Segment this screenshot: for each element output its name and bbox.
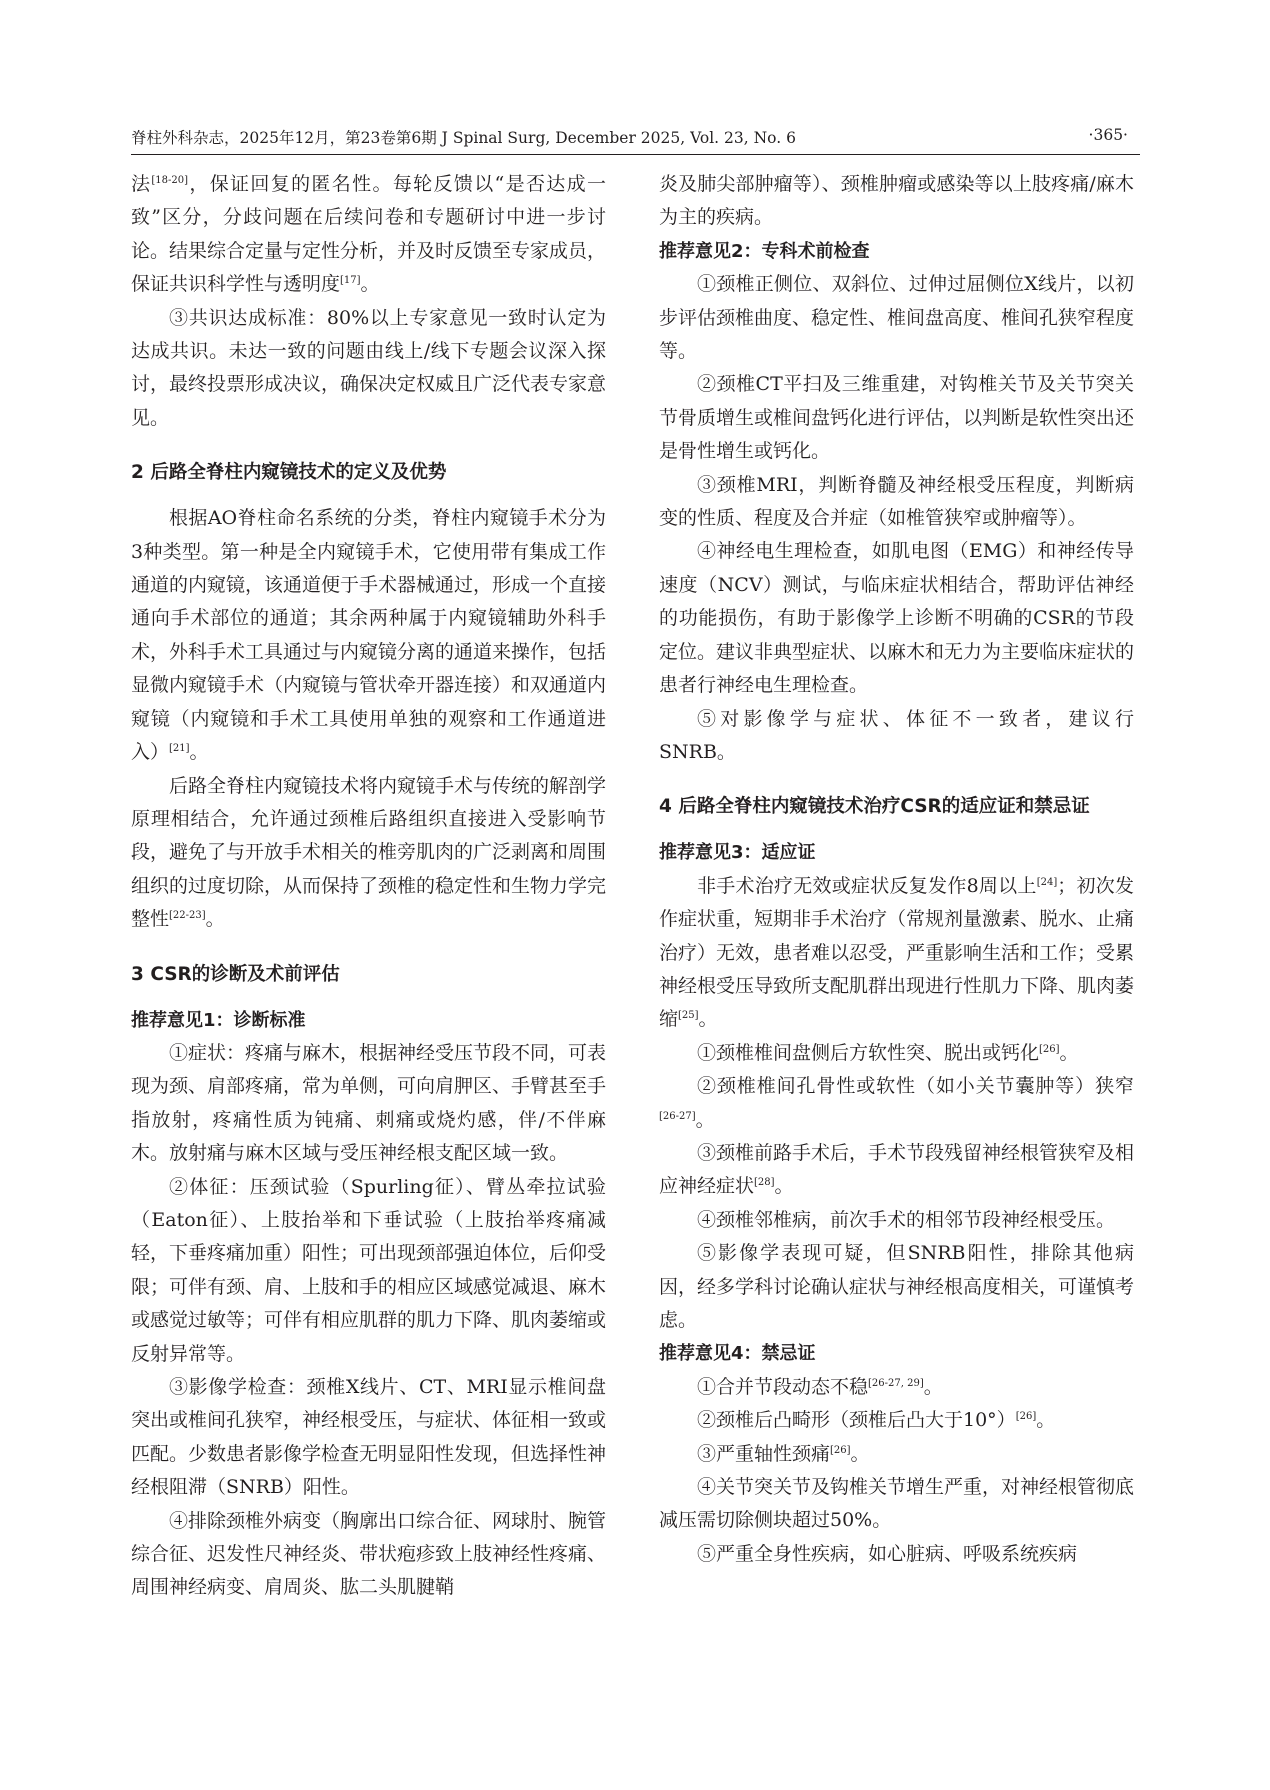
citation: [24] — [1036, 876, 1058, 888]
paragraph: ①合并节段动态不稳[26-27, 29]。 — [697, 1375, 943, 1398]
paragraph: ②颈椎椎间孔骨性或软性（如小关节囊肿等）狭窄[26-27]。 — [659, 1075, 1134, 1131]
paragraph: ②颈椎CT平扫及三维重建，对钩椎关节及关节突关节骨质增生或椎间盘钙化进行评估，以判断是软性突出还是骨性增生或钙化。 — [659, 373, 1135, 463]
citation: [26] — [1015, 1411, 1037, 1423]
citation: [26-27, 29] — [868, 1377, 924, 1389]
right-column — [659, 168, 1134, 1571]
citation: [17] — [340, 275, 361, 287]
paragraph: ⑤影像学表现可疑，但SNRB阳性，排除其他病因，经多学科讨论确认症状与神经根高度相关，可谨慎考虑。 — [659, 1242, 1135, 1331]
citation: [21] — [169, 743, 190, 755]
paragraph: ①颈椎椎间盘侧后方软性突、脱出或钙化[26]。 — [697, 1041, 1079, 1064]
paragraph: ⑤严重全身性疾病，如心脏病、呼吸系统疾病 — [697, 1542, 1078, 1565]
paragraph: ③共识达成标准：80%以上专家意见一致时认定为达成共识。未达一致的问题由线上/线下专题会议深入探讨，最终投票形成决议，确保决定权威且广泛代表专家意见。 — [131, 306, 607, 429]
citation: [26-27] — [659, 1110, 696, 1122]
journal-citation: 脊柱外科杂志，2025年12月，第23卷第6期 J Spinal Surg, December 2025, Vol. 23, No. 6 — [131, 129, 796, 147]
recommendation-heading: 推荐意见2：专科术前检查 — [659, 240, 870, 262]
paragraph: ③颈椎MRI，判断脊髓及神经根受压程度，判断病变的性质、程度及合并症（如椎管狭窄或肿瘤等）。 — [659, 473, 1134, 530]
paragraph: ④神经电生理检查，如肌电图（EMG）和神经传导速度（NCV）测试，与临床症状相结合，帮助评估神经的功能损伤，有助于影像学上诊断不明确的CSR的节段定位。建议非典型症状、以麻木和无力为主要临床症状的患者行神经电生理检查。 — [659, 540, 1135, 697]
paragraph: ④颈椎邻椎病，前次手术的相邻节段神经根受压。 — [697, 1208, 1116, 1231]
left-column — [131, 168, 606, 1605]
recommendation-heading: 推荐意见3：适应证 — [659, 842, 816, 864]
citation: [25] — [678, 1010, 699, 1022]
paragraph: ①颈椎正侧位、双斜位、过伸过屈侧位X线片，以初步评估颈椎曲度、稳定性、椎间盘高度、椎间孔狭窄程度等。 — [659, 273, 1135, 363]
section-heading: 3 CSR的诊断及术前评估 — [131, 963, 340, 985]
section-heading: 2 后路全脊柱内窥镜技术的定义及优势 — [131, 462, 447, 484]
running-header — [131, 122, 1140, 155]
paragraph: ④排除颈椎外病变（胸廓出口综合征、网球肘、腕管综合征、迟发性尺神经炎、带状疱疹致上肢神经性疼痛、周围神经病变、肩周炎、肱二头肌腱鞘 — [131, 1509, 607, 1599]
paragraph: 炎及肺尖部肿瘤等）、颈椎肿瘤或感染等以上肢疼痛/麻木为主的疾病。 — [659, 173, 1134, 229]
paragraph: ②体征：压颈试验（Spurling征）、臂丛牵拉试验（Eaton征）、上肢抬举和下垂试验（上肢抬举疼痛减轻，下垂疼痛加重）阳性；可出现颈部强迫体位，后仰受限；可伴有颈、肩、上肢和手的相应区域感觉减退、麻木或感觉过敏等；可伴有相应肌群的肌力下降、肌肉萎缩或反射异常等。 — [131, 1175, 607, 1365]
paragraph: ④关节突关节及钩椎关节增生严重，对神经根管彻底减压需切除侧块超过50%。 — [659, 1476, 1135, 1532]
recommendation-heading: 推荐意见1：诊断标准 — [131, 1009, 306, 1031]
paragraph: ①症状：疼痛与麻木，根据神经受压节段不同，可表现为颈、肩部疼痛，常为单侧，可向肩胛区、手臂甚至手指放射，疼痛性质为钝痛、刺痛或烧灼感，伴/不伴麻木。放射痛与麻木区域与受压神经根支配区域一致。 — [131, 1041, 607, 1165]
paragraph: 后路全脊柱内窥镜技术将内窥镜手术与传统的解剖学原理相结合，允许通过颈椎后路组织直接进入受影响节段，避免了与开放手术相关的椎旁肌肉的广泛剥离和周围组织的过度切除，从而保持了颈椎的稳定性和生物力学完整性[22-23]。 — [131, 774, 607, 931]
paragraph: ③颈椎前路手术后，手术节段残留神经根管狭窄及相应神经症状[28]。 — [659, 1141, 1135, 1198]
section-heading: 4 后路全脊柱内窥镜技术治疗CSR的适应证和禁忌证 — [659, 796, 1090, 818]
recommendation-heading: 推荐意见4：禁忌证 — [659, 1343, 816, 1365]
paragraph: 非手术治疗无效或症状反复发作8周以上[24]；初次发作症状重，短期非手术治疗（常规剂量激素、脱水、止痛治疗）无效，患者难以忍受，严重影响生活和工作；受累神经根受压导致所支配肌群出现进行性肌力下降、肌肉萎缩[25]。 — [659, 874, 1135, 1031]
citation: [28] — [754, 1177, 775, 1189]
citation: [18-20] — [151, 175, 188, 186]
page-number: ·365· — [1088, 126, 1128, 144]
citation: [22-23] — [169, 910, 206, 922]
paragraph: ③严重轴性颈痛[26]。 — [697, 1442, 870, 1465]
paragraph: ②颈椎后凸畸形（颈椎后凸大于10°）[26]。 — [697, 1409, 1056, 1432]
paragraph: 根据AO脊柱命名系统的分类，脊柱内窥镜手术分为3种类型。第一种是全内窥镜手术，它使用带有集成工作通道的内窥镜，该通道便于手术器械通过，形成一个直接通向手术部位的通道；其余两种属于内窥镜辅助外科手术，外科手术工具通过与内窥镜分离的通道来操作，包括显微内窥镜手术（内窥镜与管状牵开器连接）和双通道内窥镜（内窥镜和手术工具使用单独的观察和工作通道进入）[21]。 — [131, 507, 607, 764]
citation: [26] — [1039, 1043, 1060, 1055]
paragraph: ③影像学检查：颈椎X线片、CT、MRI显示椎间盘突出或椎间孔狭窄，神经根受压，与症状、体征相一致或匹配。少数患者影像学检查无明显阳性发现，但选择性神经根阻滞（SNRB）阳性。 — [131, 1376, 607, 1499]
paragraph: ⑤对影像学与症状、体征不一致者，建议行SNRB。 — [659, 707, 1134, 763]
citation: [26] — [830, 1444, 851, 1456]
paragraph: 法[18-20]，保证回复的匿名性。每轮反馈以“是否达成一致”区分，分歧问题在后续问卷和专题研讨中进一步讨论。结果综合定量与定性分析，并及时反馈至专家成员，保证共识科学性与透明度[17]。 — [131, 173, 607, 296]
